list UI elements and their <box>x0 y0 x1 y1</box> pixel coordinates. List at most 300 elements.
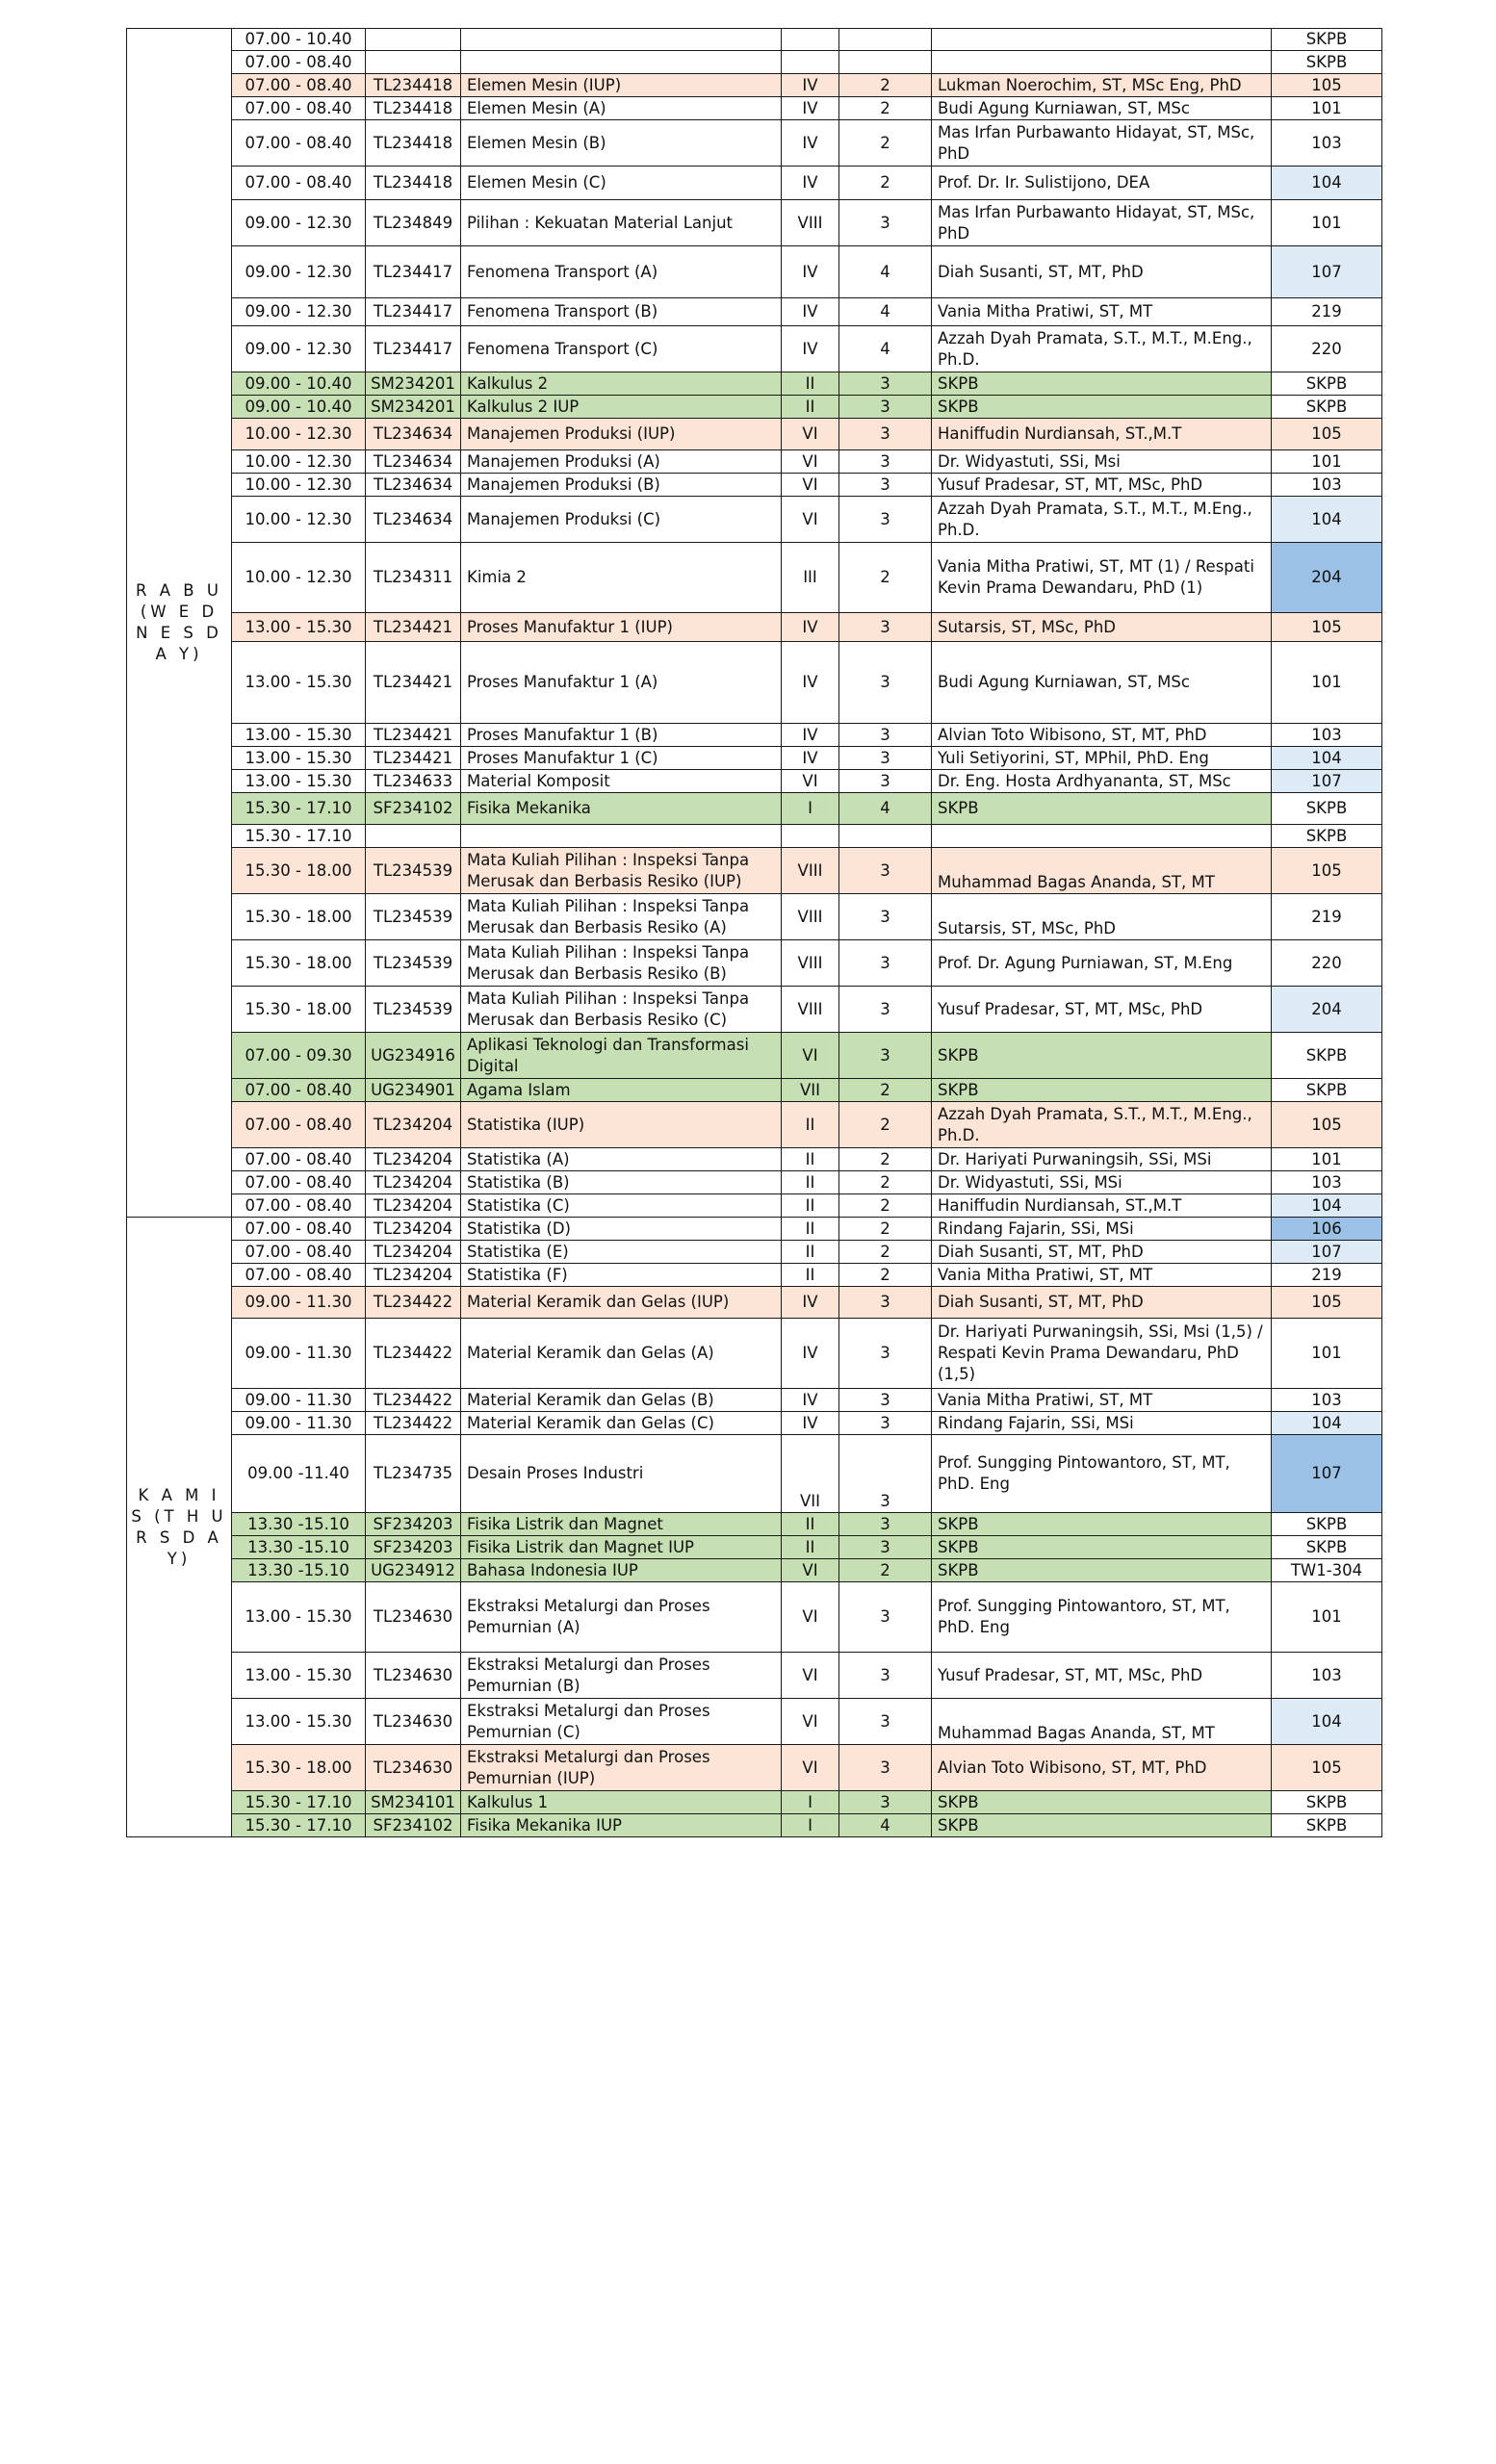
room-cell: 105 <box>1272 848 1382 894</box>
time-cell: 13.30 -15.10 <box>232 1513 366 1536</box>
lecturer-cell: Dr. Widyastuti, SSi, Msi <box>932 450 1272 474</box>
lecturer-cell: SKPB <box>932 1033 1272 1079</box>
course-code-cell: SM234101 <box>366 1791 461 1814</box>
time-cell: 07.00 - 08.40 <box>232 51 366 74</box>
credits-cell: 4 <box>839 326 932 372</box>
semester-cell: VI <box>782 1699 839 1745</box>
time-cell: 09.00 - 11.30 <box>232 1412 366 1435</box>
lecturer-cell: Budi Agung Kurniawan, ST, MSc <box>932 642 1272 724</box>
schedule-row <box>127 1241 1382 1264</box>
lecturer-cell: Dr. Widyastuti, SSi, MSi <box>932 1171 1272 1194</box>
lecturer-cell: Diah Susanti, ST, MT, PhD <box>932 1241 1272 1264</box>
lecturer-cell: Rindang Fajarin, SSi, MSi <box>932 1412 1272 1435</box>
room-cell: 104 <box>1272 167 1382 200</box>
schedule-row <box>127 642 1382 724</box>
lecturer-cell: Dr. Hariyati Purwaningsih, SSi, Msi (1,5) / Respati Kevin Prama Dewandaru, PhD (1,5) <box>932 1319 1272 1389</box>
room-cell: SKPB <box>1272 51 1382 74</box>
schedule-row <box>127 298 1382 326</box>
room-cell: 101 <box>1272 200 1382 246</box>
time-cell: 15.30 - 18.00 <box>232 1745 366 1791</box>
credits-cell: 3 <box>839 396 932 419</box>
course-code-cell: TL234634 <box>366 419 461 450</box>
semester-cell: IV <box>782 613 839 642</box>
room-cell: 103 <box>1272 1171 1382 1194</box>
course-name-cell: Bahasa Indonesia IUP <box>461 1559 782 1582</box>
course-code-cell: TL234634 <box>366 474 461 497</box>
schedule-row <box>127 396 1382 419</box>
course-code-cell: TL234417 <box>366 298 461 326</box>
time-cell: 10.00 - 12.30 <box>232 497 366 543</box>
schedule-row <box>127 1102 1382 1148</box>
schedule-row <box>127 1194 1382 1218</box>
course-code-cell: TL234204 <box>366 1171 461 1194</box>
time-cell: 07.00 - 08.40 <box>232 1148 366 1171</box>
schedule-row <box>127 1319 1382 1389</box>
semester-cell: IV <box>782 642 839 724</box>
schedule-row <box>127 1536 1382 1559</box>
room-cell: 104 <box>1272 747 1382 770</box>
course-code-cell: UG234912 <box>366 1559 461 1582</box>
lecturer-cell: Yusuf Pradesar, ST, MT, MSc, PhD <box>932 987 1272 1033</box>
semester-cell: VIII <box>782 940 839 987</box>
schedule-row <box>127 1699 1382 1745</box>
schedule-row <box>127 1079 1382 1102</box>
time-cell: 09.00 - 12.30 <box>232 326 366 372</box>
room-cell: 107 <box>1272 1435 1382 1513</box>
course-code-cell <box>366 825 461 848</box>
course-code-cell: TL234539 <box>366 848 461 894</box>
time-cell: 07.00 - 08.40 <box>232 1194 366 1218</box>
course-code-cell: TL234421 <box>366 747 461 770</box>
course-code-cell: SF234102 <box>366 1814 461 1837</box>
credits-cell: 3 <box>839 1389 932 1412</box>
credits-cell: 2 <box>839 1079 932 1102</box>
credits-cell: 3 <box>839 1745 932 1791</box>
time-cell: 15.30 - 17.10 <box>232 1814 366 1837</box>
schedule-row <box>127 894 1382 940</box>
schedule-row <box>127 74 1382 97</box>
schedule-row <box>127 1435 1382 1513</box>
lecturer-cell: Vania Mitha Pratiwi, ST, MT (1) / Respati Kevin Prama Dewandaru, PhD (1) <box>932 543 1272 613</box>
semester-cell <box>782 51 839 74</box>
course-code-cell: TL234422 <box>366 1389 461 1412</box>
semester-cell: VI <box>782 450 839 474</box>
lecturer-cell: Rindang Fajarin, SSi, MSi <box>932 1218 1272 1241</box>
semester-cell: VII <box>782 1435 839 1513</box>
course-name-cell: Proses Manufaktur 1 (IUP) <box>461 613 782 642</box>
credits-cell: 2 <box>839 1194 932 1218</box>
time-cell: 09.00 -11.40 <box>232 1435 366 1513</box>
semester-cell: VIII <box>782 894 839 940</box>
time-cell: 15.30 - 18.00 <box>232 940 366 987</box>
time-cell: 13.00 - 15.30 <box>232 1653 366 1699</box>
time-cell: 13.00 - 15.30 <box>232 770 366 793</box>
credits-cell: 3 <box>839 372 932 396</box>
lecturer-cell: Vania Mitha Pratiwi, ST, MT <box>932 1264 1272 1287</box>
schedule-row <box>127 747 1382 770</box>
credits-cell: 3 <box>839 613 932 642</box>
semester-cell: VIII <box>782 987 839 1033</box>
schedule-row <box>127 497 1382 543</box>
room-cell: SKPB <box>1272 1814 1382 1837</box>
schedule-table <box>126 28 1382 1837</box>
time-cell: 13.00 - 15.30 <box>232 724 366 747</box>
course-code-cell: TL234630 <box>366 1699 461 1745</box>
course-code-cell: TL234634 <box>366 450 461 474</box>
credits-cell: 3 <box>839 642 932 724</box>
course-name-cell: Statistika (B) <box>461 1171 782 1194</box>
time-cell: 07.00 - 08.40 <box>232 120 366 167</box>
course-code-cell: TL234417 <box>366 246 461 298</box>
semester-cell: II <box>782 1264 839 1287</box>
time-cell: 13.00 - 15.30 <box>232 642 366 724</box>
time-cell: 13.30 -15.10 <box>232 1559 366 1582</box>
course-name-cell: Desain Proses Industri <box>461 1435 782 1513</box>
course-code-cell: TL234204 <box>366 1264 461 1287</box>
course-code-cell: TL234421 <box>366 724 461 747</box>
course-code-cell <box>366 51 461 74</box>
lecturer-cell: Haniffudin Nurdiansah, ST.,M.T <box>932 1194 1272 1218</box>
course-code-cell: TL234422 <box>366 1412 461 1435</box>
schedule-row <box>127 419 1382 450</box>
course-code-cell: TL234417 <box>366 326 461 372</box>
schedule-row <box>127 474 1382 497</box>
course-code-cell: TL234204 <box>366 1194 461 1218</box>
course-name-cell: Fenomena Transport (B) <box>461 298 782 326</box>
lecturer-cell: SKPB <box>932 1559 1272 1582</box>
lecturer-cell: Sutarsis, ST, MSc, PhD <box>932 613 1272 642</box>
time-cell: 07.00 - 08.40 <box>232 1079 366 1102</box>
schedule-row <box>127 940 1382 987</box>
course-name-cell: Mata Kuliah Pilihan : Inspeksi Tanpa Merusak dan Berbasis Resiko (C) <box>461 987 782 1033</box>
course-name-cell: Pilihan : Kekuatan Material Lanjut <box>461 200 782 246</box>
time-cell: 07.00 - 08.40 <box>232 74 366 97</box>
lecturer-cell: Alvian Toto Wibisono, ST, MT, PhD <box>932 724 1272 747</box>
room-cell: SKPB <box>1272 1079 1382 1102</box>
course-name-cell: Ekstraksi Metalurgi dan Proses Pemurnian (A) <box>461 1582 782 1653</box>
room-cell: 103 <box>1272 120 1382 167</box>
schedule-row <box>127 1264 1382 1287</box>
course-name-cell: Statistika (IUP) <box>461 1102 782 1148</box>
course-name-cell: Material Keramik dan Gelas (C) <box>461 1412 782 1435</box>
semester-cell: IV <box>782 1389 839 1412</box>
room-cell: 103 <box>1272 474 1382 497</box>
day-label-text: R A B U (W E D N E S D A Y) <box>136 581 222 663</box>
course-name-cell <box>461 825 782 848</box>
time-cell: 09.00 - 11.30 <box>232 1319 366 1389</box>
time-cell: 09.00 - 12.30 <box>232 298 366 326</box>
credits-cell: 3 <box>839 1033 932 1079</box>
room-cell: 107 <box>1272 770 1382 793</box>
room-cell: 204 <box>1272 987 1382 1033</box>
lecturer-cell: Yuli Setiyorini, ST, MPhil, PhD. Eng <box>932 747 1272 770</box>
room-cell: 219 <box>1272 1264 1382 1287</box>
schedule-row <box>127 1287 1382 1319</box>
room-cell: 107 <box>1272 246 1382 298</box>
time-cell: 15.30 - 17.10 <box>232 793 366 825</box>
semester-cell: IV <box>782 1319 839 1389</box>
course-name-cell: Elemen Mesin (B) <box>461 120 782 167</box>
course-name-cell: Kalkulus 1 <box>461 1791 782 1814</box>
lecturer-cell: SKPB <box>932 396 1272 419</box>
room-cell: 101 <box>1272 1319 1382 1389</box>
schedule-row <box>127 987 1382 1033</box>
course-name-cell: Elemen Mesin (C) <box>461 167 782 200</box>
schedule-row <box>127 1791 1382 1814</box>
room-cell: 104 <box>1272 497 1382 543</box>
time-cell: 10.00 - 12.30 <box>232 450 366 474</box>
lecturer-cell <box>932 51 1272 74</box>
course-name-cell: Fisika Mekanika IUP <box>461 1814 782 1837</box>
semester-cell <box>782 29 839 51</box>
schedule-row <box>127 543 1382 613</box>
time-cell: 15.30 - 17.10 <box>232 1791 366 1814</box>
semester-cell: IV <box>782 298 839 326</box>
time-cell: 10.00 - 12.30 <box>232 419 366 450</box>
course-code-cell: TL234735 <box>366 1435 461 1513</box>
semester-cell: I <box>782 793 839 825</box>
course-name-cell: Manajemen Produksi (C) <box>461 497 782 543</box>
course-name-cell: Proses Manufaktur 1 (A) <box>461 642 782 724</box>
credits-cell <box>839 51 932 74</box>
schedule-row <box>127 793 1382 825</box>
course-code-cell: TL234630 <box>366 1653 461 1699</box>
semester-cell: IV <box>782 120 839 167</box>
course-name-cell: Fenomena Transport (C) <box>461 326 782 372</box>
semester-cell: II <box>782 1102 839 1148</box>
time-cell: 07.00 - 10.40 <box>232 29 366 51</box>
semester-cell: VI <box>782 419 839 450</box>
lecturer-cell: Prof. Dr. Ir. Sulistijono, DEA <box>932 167 1272 200</box>
course-name-cell: Statistika (F) <box>461 1264 782 1287</box>
room-cell: SKPB <box>1272 1791 1382 1814</box>
lecturer-cell: Vania Mitha Pratiwi, ST, MT <box>932 1389 1272 1412</box>
credits-cell: 3 <box>839 1582 932 1653</box>
room-cell: SKPB <box>1272 1513 1382 1536</box>
room-cell: 105 <box>1272 613 1382 642</box>
time-cell: 09.00 - 11.30 <box>232 1389 366 1412</box>
lecturer-cell: Mas Irfan Purbawanto Hidayat, ST, MSc, PhD <box>932 200 1272 246</box>
credits-cell: 3 <box>839 1653 932 1699</box>
room-cell: 219 <box>1272 894 1382 940</box>
semester-cell: IV <box>782 246 839 298</box>
credits-cell: 3 <box>839 474 932 497</box>
course-code-cell: SF234203 <box>366 1513 461 1536</box>
time-cell: 07.00 - 08.40 <box>232 1171 366 1194</box>
room-cell: 101 <box>1272 1582 1382 1653</box>
room-cell: 101 <box>1272 642 1382 724</box>
schedule-row <box>127 97 1382 120</box>
schedule-row <box>127 1814 1382 1837</box>
room-cell: SKPB <box>1272 396 1382 419</box>
credits-cell: 3 <box>839 419 932 450</box>
schedule-row <box>127 326 1382 372</box>
semester-cell: VI <box>782 474 839 497</box>
course-code-cell: UG234901 <box>366 1079 461 1102</box>
course-name-cell: Ekstraksi Metalurgi dan Proses Pemurnian (B) <box>461 1653 782 1699</box>
lecturer-cell: Muhammad Bagas Ananda, ST, MT <box>932 848 1272 894</box>
course-code-cell: SM234201 <box>366 372 461 396</box>
semester-cell: II <box>782 1241 839 1264</box>
semester-cell: VI <box>782 1582 839 1653</box>
day-label <box>127 29 232 1218</box>
time-cell: 07.00 - 08.40 <box>232 1241 366 1264</box>
credits-cell: 2 <box>839 1559 932 1582</box>
credits-cell: 2 <box>839 97 932 120</box>
credits-cell: 2 <box>839 1218 932 1241</box>
course-name-cell: Ekstraksi Metalurgi dan Proses Pemurnian (C) <box>461 1699 782 1745</box>
credits-cell: 3 <box>839 770 932 793</box>
time-cell: 07.00 - 08.40 <box>232 1218 366 1241</box>
semester-cell: VIII <box>782 200 839 246</box>
room-cell: 105 <box>1272 1287 1382 1319</box>
semester-cell: I <box>782 1791 839 1814</box>
schedule-row <box>127 200 1382 246</box>
semester-cell: VI <box>782 497 839 543</box>
semester-cell: IV <box>782 747 839 770</box>
course-name-cell <box>461 51 782 74</box>
course-name-cell: Mata Kuliah Pilihan : Inspeksi Tanpa Merusak dan Berbasis Resiko (A) <box>461 894 782 940</box>
semester-cell: II <box>782 396 839 419</box>
room-cell: 103 <box>1272 1389 1382 1412</box>
schedule-row <box>127 724 1382 747</box>
course-name-cell: Fisika Mekanika <box>461 793 782 825</box>
lecturer-cell: Sutarsis, ST, MSc, PhD <box>932 894 1272 940</box>
schedule-row <box>127 848 1382 894</box>
semester-cell: II <box>782 1148 839 1171</box>
semester-cell: IV <box>782 1287 839 1319</box>
room-cell: 220 <box>1272 326 1382 372</box>
room-cell: SKPB <box>1272 825 1382 848</box>
semester-cell: VIII <box>782 848 839 894</box>
course-code-cell: SF234203 <box>366 1536 461 1559</box>
credits-cell: 2 <box>839 1241 932 1264</box>
semester-cell: I <box>782 1814 839 1837</box>
day-label <box>127 1218 232 1837</box>
credits-cell: 4 <box>839 298 932 326</box>
course-code-cell: SM234201 <box>366 396 461 419</box>
room-cell: 204 <box>1272 543 1382 613</box>
room-cell: 104 <box>1272 1699 1382 1745</box>
course-name-cell: Material Keramik dan Gelas (IUP) <box>461 1287 782 1319</box>
course-name-cell: Statistika (E) <box>461 1241 782 1264</box>
course-code-cell: TL234539 <box>366 894 461 940</box>
credits-cell: 3 <box>839 1319 932 1389</box>
course-name-cell: Material Keramik dan Gelas (B) <box>461 1389 782 1412</box>
lecturer-cell: Diah Susanti, ST, MT, PhD <box>932 1287 1272 1319</box>
course-code-cell: TL234849 <box>366 200 461 246</box>
schedule-row <box>127 1171 1382 1194</box>
course-name-cell: Statistika (D) <box>461 1218 782 1241</box>
room-cell: 104 <box>1272 1412 1382 1435</box>
course-code-cell: TL234422 <box>366 1319 461 1389</box>
credits-cell: 3 <box>839 497 932 543</box>
schedule-row <box>127 120 1382 167</box>
credits-cell: 2 <box>839 1264 932 1287</box>
course-name-cell: Kimia 2 <box>461 543 782 613</box>
schedule-row <box>127 1582 1382 1653</box>
day-label-text: K A M I S (T H U R S D A Y) <box>131 1485 227 1568</box>
time-cell: 07.00 - 08.40 <box>232 167 366 200</box>
lecturer-cell: Muhammad Bagas Ananda, ST, MT <box>932 1699 1272 1745</box>
course-name-cell: Kalkulus 2 IUP <box>461 396 782 419</box>
room-cell: 105 <box>1272 1102 1382 1148</box>
time-cell: 13.00 - 15.30 <box>232 1699 366 1745</box>
credits-cell: 4 <box>839 793 932 825</box>
course-code-cell: TL234539 <box>366 987 461 1033</box>
credits-cell <box>839 29 932 51</box>
lecturer-cell <box>932 825 1272 848</box>
course-code-cell: TL234421 <box>366 642 461 724</box>
schedule-row <box>127 613 1382 642</box>
time-cell: 07.00 - 09.30 <box>232 1033 366 1079</box>
time-cell: 09.00 - 11.30 <box>232 1287 366 1319</box>
course-name-cell: Manajemen Produksi (A) <box>461 450 782 474</box>
lecturer-cell: Alvian Toto Wibisono, ST, MT, PhD <box>932 1745 1272 1791</box>
schedule-row <box>127 1745 1382 1791</box>
schedule-row <box>127 1389 1382 1412</box>
course-name-cell: Proses Manufaktur 1 (B) <box>461 724 782 747</box>
course-code-cell <box>366 29 461 51</box>
lecturer-cell: Dr. Eng. Hosta Ardhyananta, ST, MSc <box>932 770 1272 793</box>
credits-cell: 3 <box>839 1435 932 1513</box>
course-name-cell: Elemen Mesin (IUP) <box>461 74 782 97</box>
lecturer-cell: Azzah Dyah Pramata, S.T., M.T., M.Eng., Ph.D. <box>932 497 1272 543</box>
time-cell: 15.30 - 18.00 <box>232 894 366 940</box>
time-cell: 15.30 - 18.00 <box>232 848 366 894</box>
course-code-cell: TL234418 <box>366 74 461 97</box>
schedule-row <box>127 450 1382 474</box>
time-cell: 10.00 - 12.30 <box>232 474 366 497</box>
time-cell: 09.00 - 10.40 <box>232 372 366 396</box>
room-cell: TW1-304 <box>1272 1559 1382 1582</box>
credits-cell: 2 <box>839 167 932 200</box>
course-code-cell: TL234630 <box>366 1745 461 1791</box>
schedule-row <box>127 29 1382 51</box>
course-name-cell: Mata Kuliah Pilihan : Inspeksi Tanpa Merusak dan Berbasis Resiko (IUP) <box>461 848 782 894</box>
credits-cell: 4 <box>839 246 932 298</box>
credits-cell: 3 <box>839 1513 932 1536</box>
room-cell: 101 <box>1272 450 1382 474</box>
credits-cell: 2 <box>839 1148 932 1171</box>
lecturer-cell: Yusuf Pradesar, ST, MT, MSc, PhD <box>932 474 1272 497</box>
course-code-cell: TL234539 <box>366 940 461 987</box>
lecturer-cell: Lukman Noerochim, ST, MSc Eng, PhD <box>932 74 1272 97</box>
credits-cell: 3 <box>839 724 932 747</box>
lecturer-cell: Azzah Dyah Pramata, S.T., M.T., M.Eng., Ph.D. <box>932 326 1272 372</box>
credits-cell: 3 <box>839 200 932 246</box>
credits-cell: 3 <box>839 940 932 987</box>
semester-cell: VII <box>782 1079 839 1102</box>
course-name-cell: Material Komposit <box>461 770 782 793</box>
course-code-cell: SF234102 <box>366 793 461 825</box>
semester-cell: II <box>782 1171 839 1194</box>
schedule-row <box>127 51 1382 74</box>
credits-cell: 3 <box>839 1536 932 1559</box>
course-name-cell: Material Keramik dan Gelas (A) <box>461 1319 782 1389</box>
course-name-cell: Manajemen Produksi (B) <box>461 474 782 497</box>
room-cell: 219 <box>1272 298 1382 326</box>
schedule-row <box>127 1559 1382 1582</box>
course-name-cell: Fisika Listrik dan Magnet <box>461 1513 782 1536</box>
schedule-row <box>127 770 1382 793</box>
course-code-cell: TL234418 <box>366 167 461 200</box>
course-name-cell: Kalkulus 2 <box>461 372 782 396</box>
lecturer-cell: Dr. Hariyati Purwaningsih, SSi, MSi <box>932 1148 1272 1171</box>
lecturer-cell: SKPB <box>932 1536 1272 1559</box>
time-cell: 15.30 - 18.00 <box>232 987 366 1033</box>
course-name-cell: Fenomena Transport (A) <box>461 246 782 298</box>
